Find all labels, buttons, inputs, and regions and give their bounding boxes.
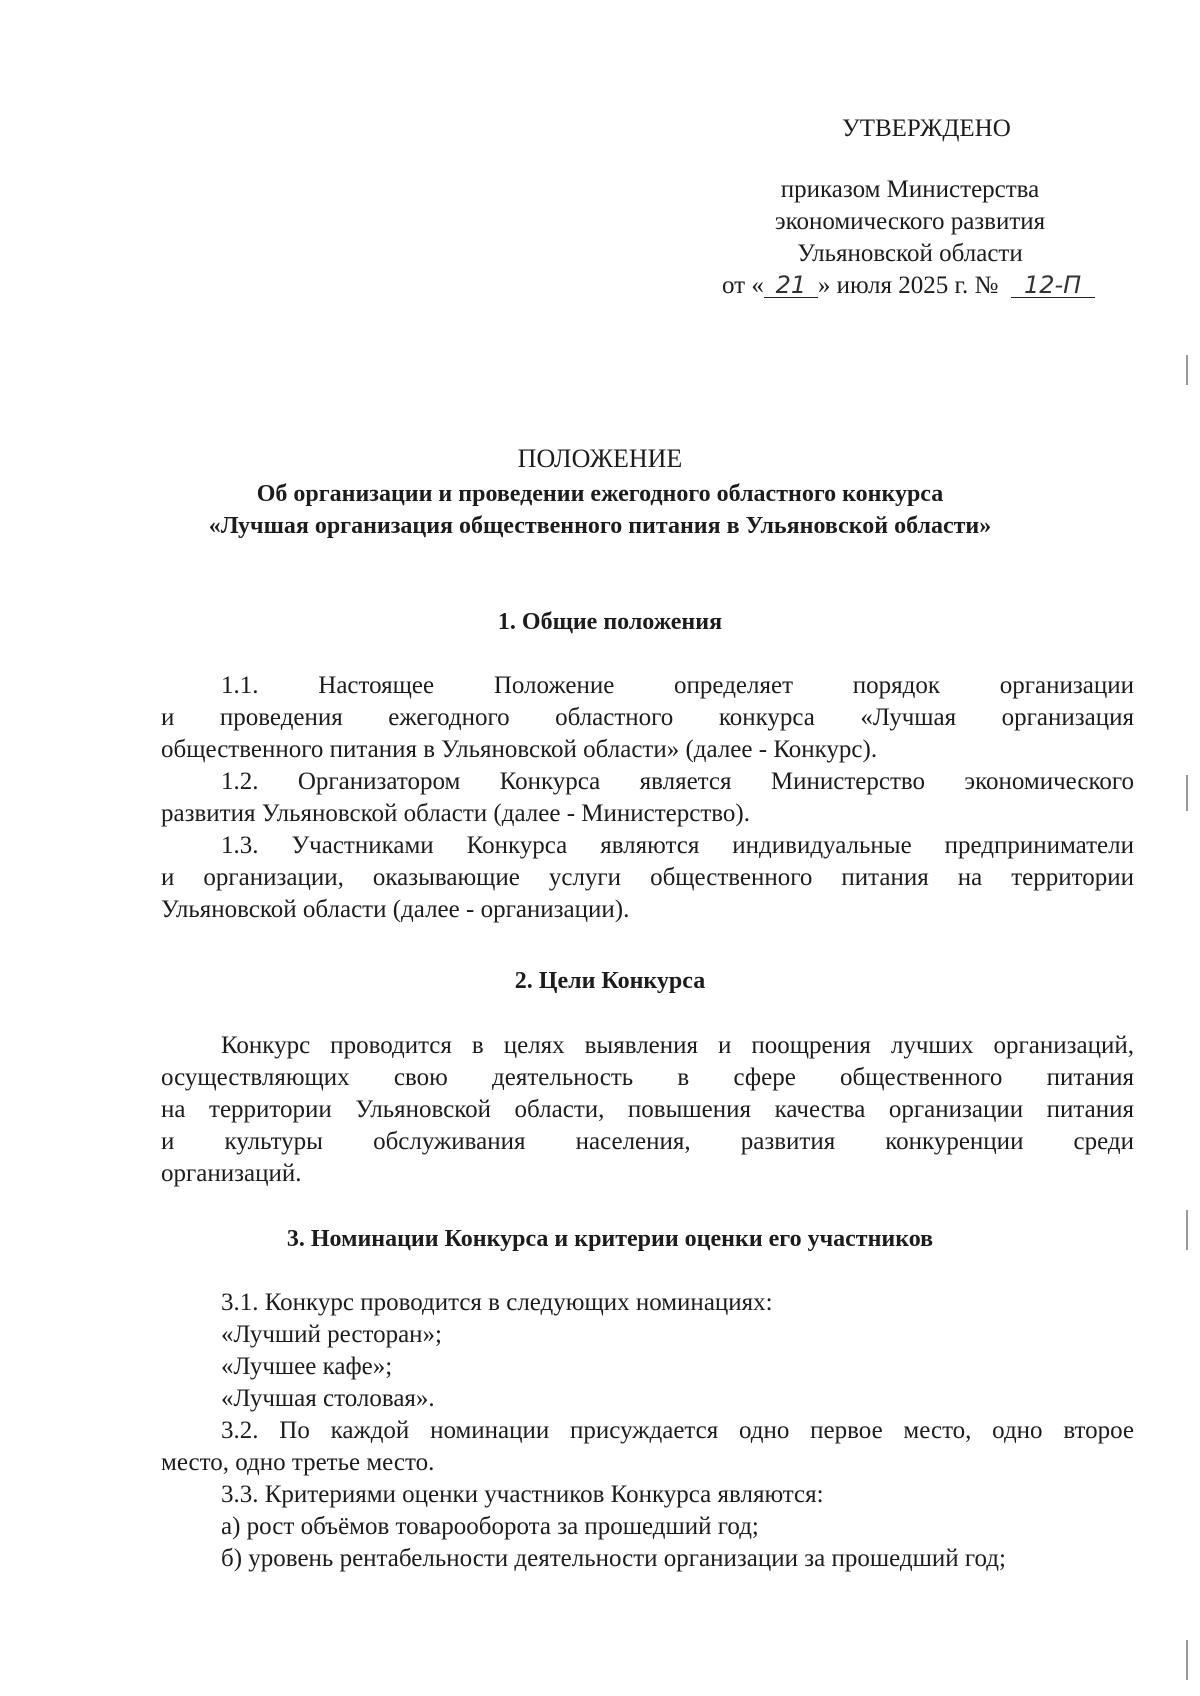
- date-middle: » июля 2025 г. №: [817, 272, 999, 299]
- document-title: ПОЛОЖЕНИЕ: [517, 444, 683, 473]
- approval-stamp: УТВЕРЖДЕНО: [842, 115, 1011, 142]
- approval-line-2: экономического развития: [774, 208, 1046, 235]
- para-1-1-line-1: 1.1. Настоящее Положение определяет порядок организации: [221, 672, 1134, 699]
- nomination-2: «Лучшее кафе»;: [221, 1353, 393, 1380]
- para-1-1-line-2: и проведения ежегодного областного конкурса «Лучшая организация: [161, 704, 1134, 731]
- section-1-body: [161, 670, 1134, 926]
- section-2-line-2: осуществляющих свою деятельность в сфере общественного питания: [161, 1064, 1134, 1091]
- scan-artifact: [1186, 355, 1188, 385]
- para-1-3-line-3: Ульяновской области (далее - организации).: [161, 896, 630, 923]
- para-1-3-line-1: 1.3. Участниками Конкурса являются индивидуальные предприниматели: [221, 832, 1134, 859]
- para-1-2-line-2: развития Ульяновской области (далее - Министерство).: [161, 800, 750, 827]
- date-prefix: от «: [722, 272, 764, 299]
- section-2-line-3: на территории Ульяновской области, повышения качества организации питания: [161, 1096, 1134, 1123]
- section-2-heading: 2. Цели Конкурса: [514, 968, 706, 994]
- para-1-1-line-3: общественного питания в Ульяновской области» (далее - Конкурс).: [161, 736, 878, 763]
- section-2-line-4: и культуры обслуживания населения, развития конкуренции среди: [161, 1128, 1134, 1155]
- section-2-line-5: организаций.: [161, 1160, 302, 1187]
- handwritten-order-number: 12-П: [1011, 273, 1095, 298]
- para-1-3-line-2: и организации, оказывающие услуги общественного питания на территории: [161, 864, 1134, 891]
- scan-artifact: [1186, 775, 1188, 811]
- section-1-heading: 1. Общие положения: [497, 609, 723, 635]
- para-1-2-line-1: 1.2. Организатором Конкурса является Министерство экономического: [221, 768, 1134, 795]
- criterion-b: б) уровень рентабельности деятельности организации за прошедший год;: [221, 1545, 1006, 1572]
- para-3-2-line-2: место, одно третье место.: [161, 1449, 435, 1476]
- section-3-heading: 3. Номинации Конкурса и критерии оценки его участников: [286, 1226, 934, 1252]
- title-subline-2: «Лучшая организация общественного питания в Ульяновской области»: [208, 513, 992, 539]
- para-3-1: 3.1. Конкурс проводится в следующих номинациях:: [221, 1289, 773, 1316]
- section-2-line-1: Конкурс проводится в целях выявления и поощрения лучших организаций,: [221, 1032, 1134, 1059]
- approval-line-1: приказом Министерства: [780, 176, 1040, 203]
- nomination-1: «Лучший ресторан»;: [221, 1321, 442, 1348]
- section-2-body: [161, 1030, 1134, 1190]
- criterion-a: а) рост объёмов товарооборота за прошедший год;: [221, 1513, 759, 1540]
- para-3-2-line-1: 3.2. По каждой номинации присуждается одно первое место, одно второе: [221, 1417, 1134, 1444]
- nomination-3: «Лучшая столовая».: [221, 1385, 435, 1412]
- approval-line-3: Ульяновской области: [797, 240, 1023, 267]
- scan-artifact: [1186, 1210, 1188, 1250]
- para-3-3: 3.3. Критериями оценки участников Конкурса являются:: [221, 1481, 824, 1508]
- handwritten-day: 21: [764, 273, 818, 298]
- scan-artifact: [1186, 1640, 1188, 1680]
- section-3-body: [161, 1287, 1134, 1575]
- approval-date-line: [722, 272, 1095, 300]
- title-subline-1: Об организации и проведении ежегодного областного конкурса: [256, 481, 944, 507]
